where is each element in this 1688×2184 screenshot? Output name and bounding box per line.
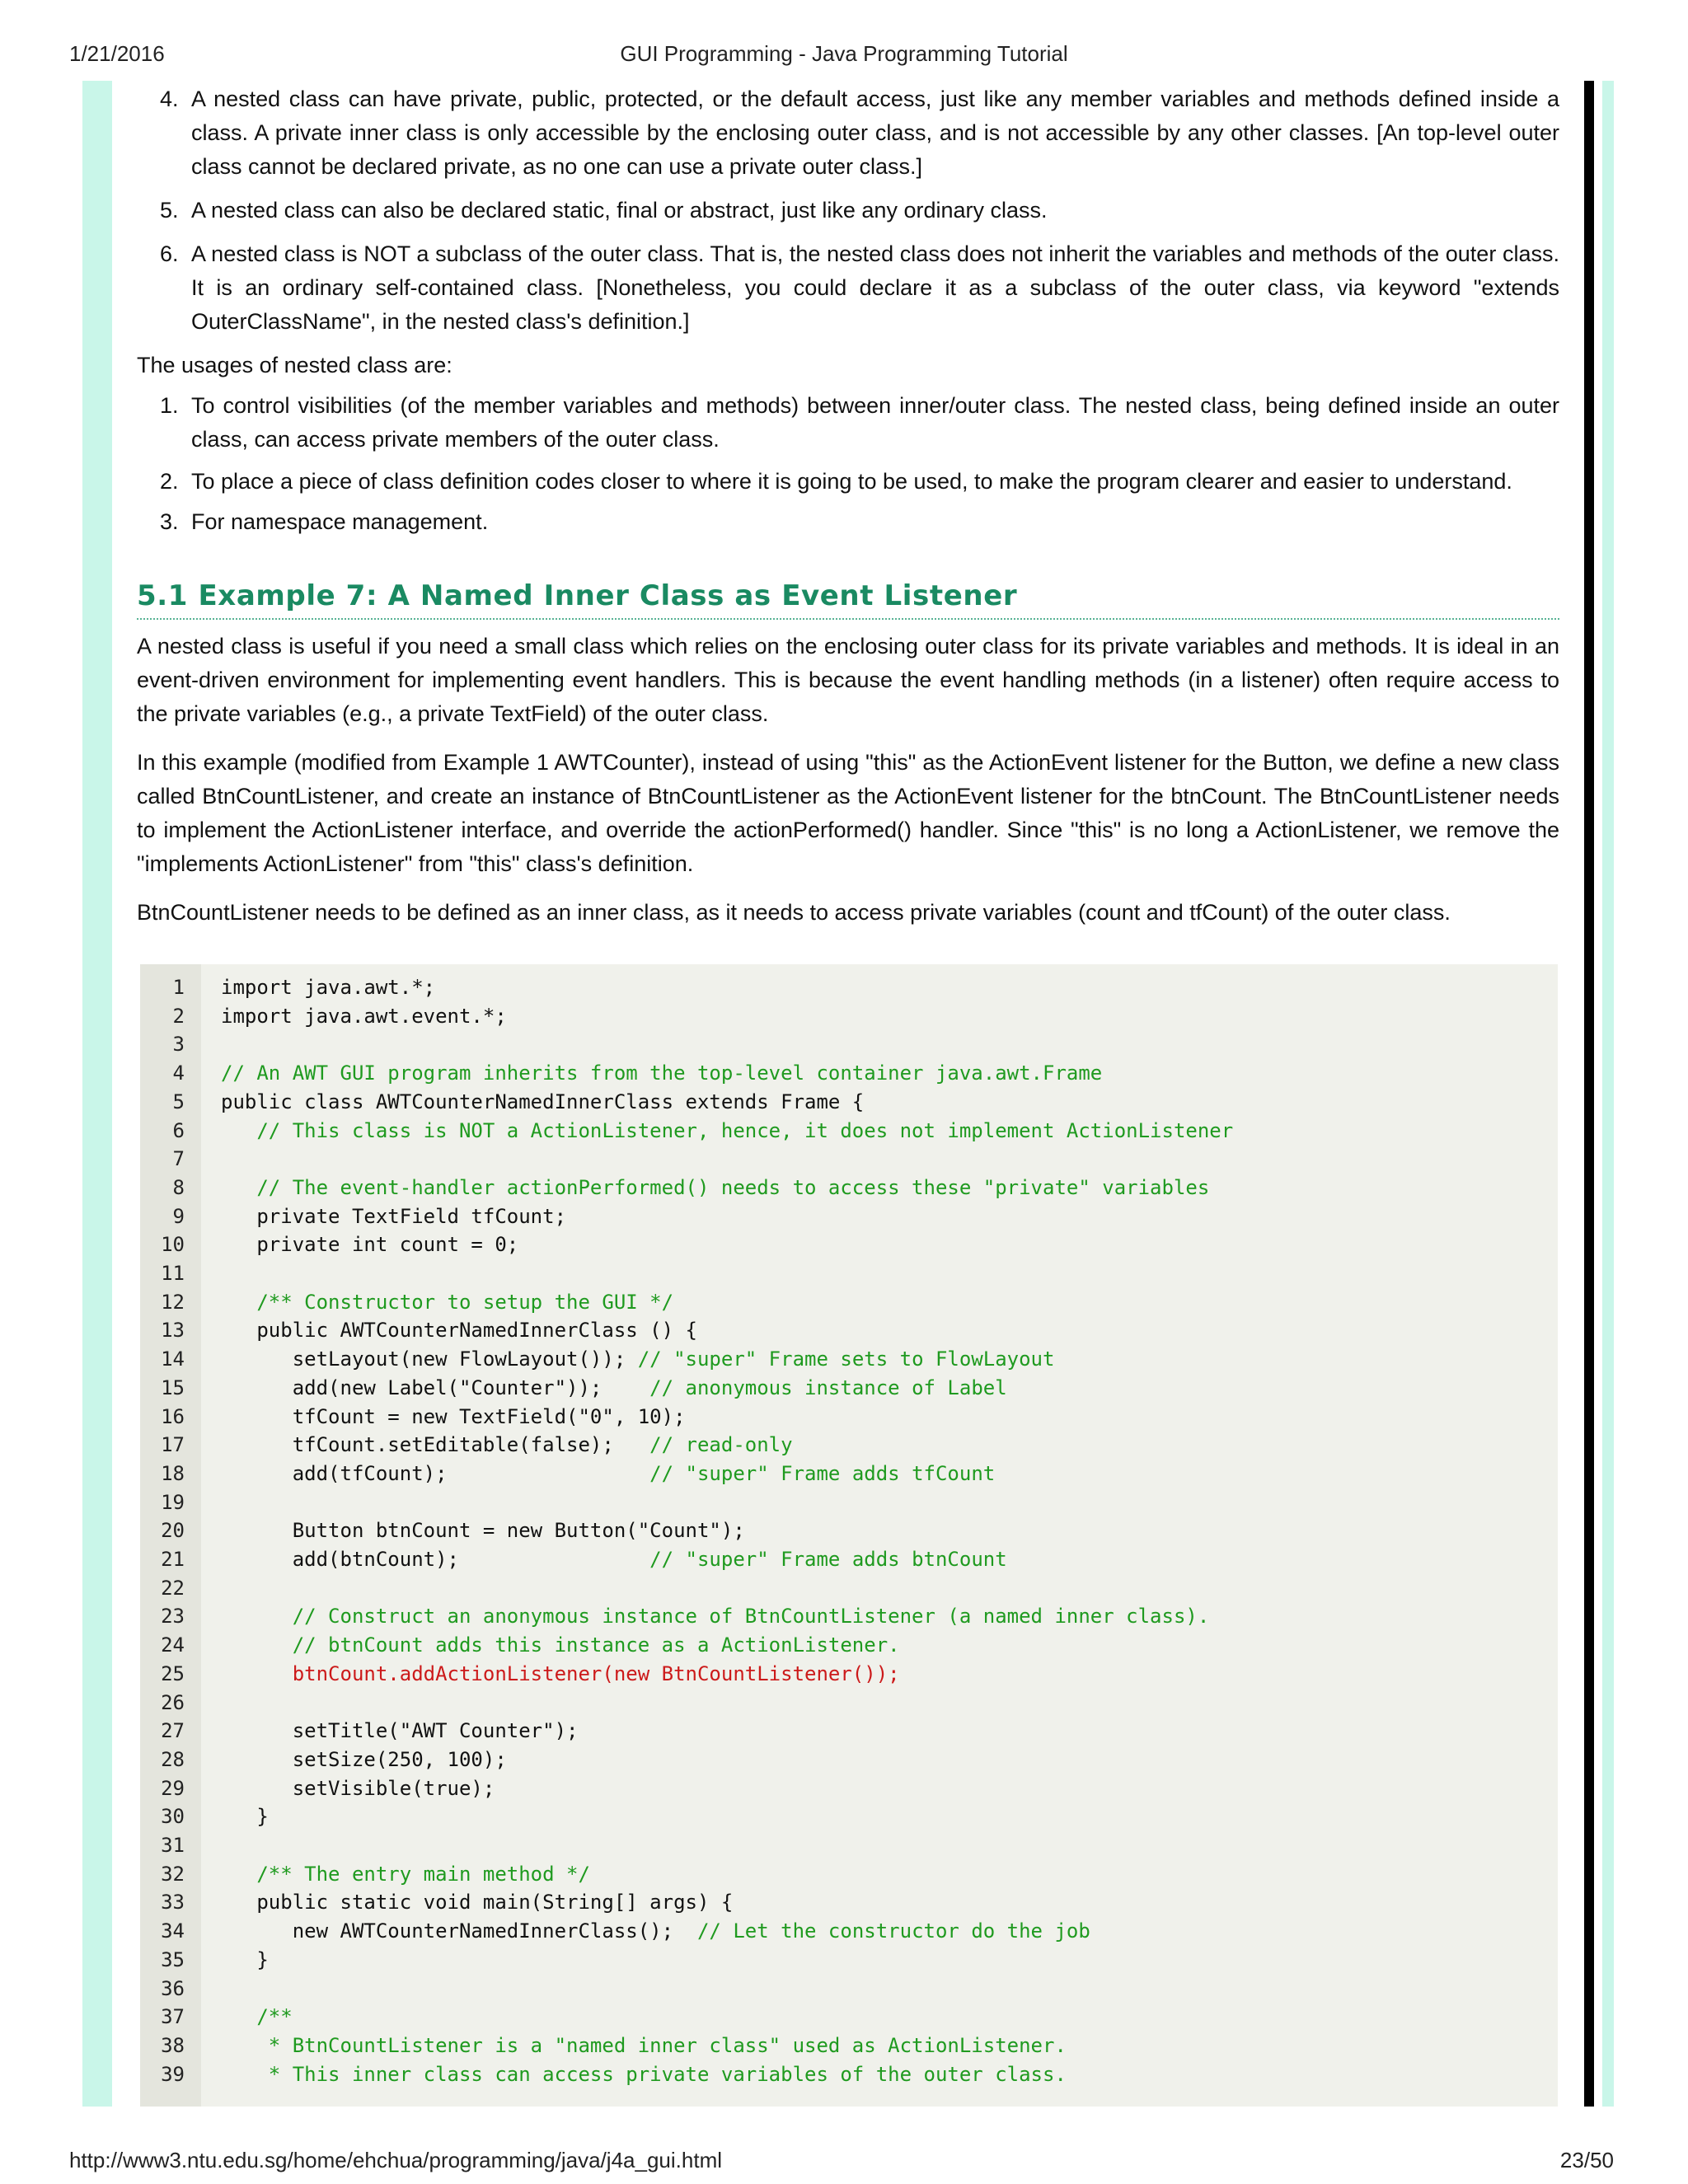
code-line: setTitle("AWT Counter"); <box>221 1719 579 1743</box>
code-comment: // "super" Frame sets to FlowLayout <box>626 1347 1055 1371</box>
line-number: 34 <box>161 1919 185 1943</box>
code-line: // An AWT GUI program inherits from the top-level container java.awt.Frame <box>221 1062 1103 1085</box>
code-text: tfCount.setEditable(false); <box>221 1433 638 1457</box>
code-line: } <box>221 1947 269 1971</box>
code-listing <box>140 964 1558 2107</box>
list-text: To control visibilities (of the member variables and methods) between inner/outer class. The nested class, being defined inside an outer class, can access private members of the outer class. <box>191 393 1559 452</box>
code-text: add(new Label("Counter")); <box>221 1376 638 1399</box>
paragraph: A nested class is useful if you need a small class which relies on the enclosing outer class for its private variables and methods. It is ideal in an event-driven environment for implementing event handlers. This is because the event handling methods (in a listener) often require access to the private variables (e.g., a private TextField) of the outer class. <box>137 634 1559 726</box>
code-line: // Construct an anonymous instance of BtnCountListener (a named inner class). <box>221 1605 1210 1629</box>
line-number: 19 <box>161 1490 185 1514</box>
code-line: setSize(250, 100); <box>221 1747 507 1771</box>
list-item <box>137 82 1559 184</box>
code-line <box>221 1347 1054 1371</box>
line-number: 12 <box>161 1290 185 1314</box>
line-number: 38 <box>161 2033 185 2057</box>
code-comment: // anonymous instance of Label <box>637 1376 1007 1399</box>
line-number: 31 <box>161 1834 185 1857</box>
print-date: 1/21/2016 <box>69 41 165 66</box>
list-item <box>137 237 1559 339</box>
line-number: 7 <box>172 1147 185 1171</box>
code-line <box>221 1548 1007 1571</box>
code-comment: // "super" Frame adds tfCount <box>637 1461 996 1485</box>
line-number: 28 <box>161 1747 185 1771</box>
list-number: 2. <box>160 469 179 494</box>
line-number: 35 <box>161 1947 185 1971</box>
line-number: 26 <box>161 1690 185 1714</box>
code-line: /** Constructor to setup the GUI */ <box>221 1290 674 1314</box>
list-text: For namespace management. <box>191 509 489 534</box>
section-heading: 5.1 Example 7: A Named Inner Class as Event Listener <box>137 577 1559 620</box>
code-line: import java.awt.*; <box>221 976 436 999</box>
code-text: setLayout(new FlowLayout()); <box>221 1347 626 1371</box>
list-item <box>137 505 1559 539</box>
line-number: 6 <box>172 1118 185 1142</box>
list-number: 3. <box>160 509 179 534</box>
line-number: 22 <box>161 1576 185 1600</box>
list-text: A nested class is NOT a subclass of the outer class. That is, the nested class does not inherit the variables and methods of the outer class. It is an ordinary self-contained class. [Nonetheless, you could declare it as a subclass of the outer class, via keyword "extends OuterClassName", in the nested class's definition.] <box>191 241 1559 334</box>
line-number: 33 <box>161 1891 185 1915</box>
code-line <box>221 1433 793 1456</box>
code-comment: // Let the constructor do the job <box>685 1919 1090 1943</box>
line-number: 5 <box>172 1090 185 1113</box>
list-number: 4. <box>160 87 179 111</box>
code-line: Button btnCount = new Button("Count"); <box>221 1519 745 1543</box>
code-text: add(tfCount); <box>221 1461 638 1485</box>
page-number: 23/50 <box>1559 2148 1614 2172</box>
usages-intro: The usages of nested class are: <box>137 353 452 377</box>
line-number: 39 <box>161 2062 185 2086</box>
line-number: 4 <box>172 1062 185 1085</box>
line-number: 14 <box>161 1347 185 1371</box>
list-number: 6. <box>160 241 179 266</box>
line-number: 20 <box>161 1519 185 1543</box>
line-number: 2 <box>172 1004 185 1028</box>
code-comment: // read-only <box>637 1433 793 1457</box>
nested-class-rules-list <box>137 82 1559 339</box>
usages-list <box>137 389 1559 539</box>
scrollbar[interactable] <box>1584 81 1594 2107</box>
code-text: new AWTCounterNamedInnerClass(); <box>221 1919 686 1943</box>
list-text: A nested class can have private, public, protected, or the default access, just like any member variables and methods defined inside a class. A private inner class is only accessible by the enclosing outer class, and is not accessible by any other classes. [An top-level outer class cannot be declared private, as no one can use a private outer class.] <box>191 87 1559 179</box>
code-line: // This class is NOT a ActionListener, hence, it does not implement ActionListener <box>221 1118 1234 1142</box>
list-item <box>137 389 1559 457</box>
paragraph: BtnCountListener needs to be defined as an inner class, as it needs to access private variables (count and tfCount) of the outer class. <box>137 900 1451 925</box>
code-line: // btnCount adds this instance as a ActionListener. <box>221 1633 900 1657</box>
left-margin-bar <box>82 81 112 2107</box>
line-number: 18 <box>161 1461 185 1485</box>
line-number: 13 <box>161 1319 185 1343</box>
code-line: } <box>221 1805 269 1829</box>
print-title: GUI Programming - Java Programming Tutorial <box>620 41 1068 66</box>
line-number: 24 <box>161 1633 185 1657</box>
line-number: 9 <box>172 1204 185 1228</box>
list-item <box>137 194 1559 227</box>
code-line: import java.awt.event.*; <box>221 1004 507 1028</box>
code-line: public class AWTCounterNamedInnerClass extends Frame { <box>221 1090 865 1113</box>
right-margin-bar <box>1602 81 1614 2107</box>
code-line: private int count = 0; <box>221 1233 519 1257</box>
code-line: /** The entry main method */ <box>221 1862 590 1886</box>
line-number: 23 <box>161 1605 185 1629</box>
list-text: A nested class can also be declared static, final or abstract, just like any ordinary class. <box>191 198 1048 223</box>
line-number: 30 <box>161 1805 185 1829</box>
line-number: 3 <box>172 1033 185 1057</box>
list-number: 1. <box>160 393 179 418</box>
list-item <box>137 465 1559 499</box>
line-number: 10 <box>161 1233 185 1257</box>
line-number: 11 <box>161 1262 185 1285</box>
code-line <box>221 1462 995 1485</box>
code-line: * This inner class can access private variables of the outer class. <box>221 2062 1067 2086</box>
code-line: * BtnCountListener is a "named inner class" used as ActionListener. <box>221 2033 1067 2057</box>
line-number: 15 <box>161 1376 185 1399</box>
line-number: 32 <box>161 1862 185 1886</box>
code-line <box>221 1919 1090 1943</box>
line-number: 27 <box>161 1719 185 1743</box>
list-number: 5. <box>160 198 179 223</box>
list-text: To place a piece of class definition codes closer to where it is going to be used, to make the program clearer and easier to understand. <box>191 469 1512 494</box>
line-number: 21 <box>161 1548 185 1571</box>
line-number: 1 <box>172 976 185 999</box>
code-line: public static void main(String[] args) { <box>221 1891 734 1915</box>
code-line: // The event-handler actionPerformed() needs to access these "private" variables <box>221 1175 1210 1199</box>
code-line <box>221 1376 1007 1399</box>
article-body <box>137 81 1559 930</box>
code-comment: // "super" Frame adds btnCount <box>637 1548 1007 1571</box>
line-number: 8 <box>172 1175 185 1199</box>
code-line: setVisible(true); <box>221 1776 495 1800</box>
print-url: http://www3.ntu.edu.sg/home/ehchua/programming/java/j4a_gui.html <box>69 2148 722 2172</box>
code-line: btnCount.addActionListener(new BtnCountListener()); <box>221 1661 900 1685</box>
line-number: 29 <box>161 1776 185 1800</box>
code-line: tfCount = new TextField("0", 10); <box>221 1404 686 1428</box>
line-number: 36 <box>161 1976 185 2000</box>
line-number: 16 <box>161 1404 185 1428</box>
line-number: 25 <box>161 1661 185 1685</box>
line-number: 17 <box>161 1433 185 1457</box>
code-line: /** <box>221 2005 293 2029</box>
code-text: add(btnCount); <box>221 1548 638 1571</box>
code-line: private TextField tfCount; <box>221 1204 567 1228</box>
paragraph: In this example (modified from Example 1 AWTCounter), instead of using "this" as the ActionEvent listener for the Button, we define a new class called BtnCountListener, and create an instance of BtnCountListener as the ActionEvent listener for the btnCount. The BtnCountListener needs to implement the ActionListener interface, and override the actionPerformed() handler. Since "this" is no long a ActionListener, we remove the "implements ActionListener" from "this" class's definition. <box>137 750 1559 876</box>
line-number: 37 <box>161 2005 185 2029</box>
code-line: public AWTCounterNamedInnerClass () { <box>221 1319 697 1343</box>
